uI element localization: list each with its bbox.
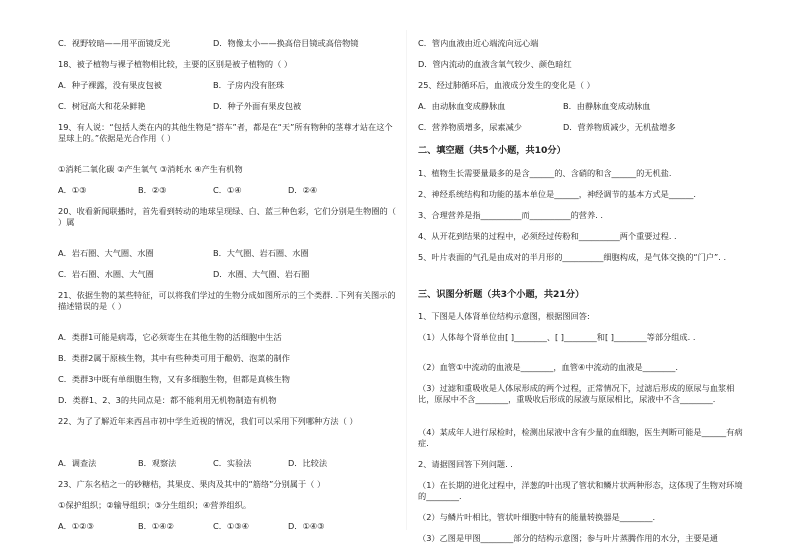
text-line: A．种子裸露，没有果皮包被 [58, 80, 162, 90]
text-line: B．类群2属于原核生物，其中有些种类可用于酿奶、泡菜的制作 [58, 353, 290, 363]
text-line: （2）与鳞片叶相比，管状叶细胞中特有的能量转换器是________. [418, 512, 656, 522]
text-line: 20、收看新闻联播时，首先看到转动的地球呈现绿、白、蓝三种色彩，它们分别是生物圈的（ ）属 [58, 206, 396, 227]
text-line: A．①②③ [58, 521, 94, 531]
text-line: B．子房内没有胚珠 [213, 80, 285, 90]
text-line: 4、从开花到结果的过程中，必须经过传粉和__________两个重要过程. . [418, 231, 677, 241]
text-line: C．类群3中既有单细胞生物，又有多细胞生物，但都是真核生物 [58, 374, 290, 384]
text-line: 3、合理营养是指__________而__________的营养. . [418, 210, 603, 220]
text-line: 19、有人说：“包括人类在内的其他生物是“搭车”者，都是在“天”所有物种的茎尊才站在这个星球上的。”依据是光合作用（ ） [58, 122, 393, 143]
text-line: D．类群1、2、3的共同点是：都不能利用无机物制造有机物 [58, 395, 277, 405]
text-line: ①保护组织；②输导组织；③分生组织；④营养组织。 [58, 500, 252, 510]
text-line: D．比较法 [288, 458, 328, 468]
text-line: C．管内血液由近心端流向远心端 [418, 38, 539, 48]
text-line: C．营养物质增多，尿素减少 [418, 122, 522, 132]
text-line: 1、下图是人体肾单位结构示意图，根据图回答: [418, 311, 590, 321]
text-line: C．①③④ [213, 521, 249, 531]
text-line: D．管内流动的血液含氧气较少、颜色暗红 [418, 59, 572, 69]
text-line: 5、叶片表面的气孔是由成对的半月形的__________细胞构成，是气体交换的“门户”. . [418, 252, 727, 262]
text-line: A．①③ [58, 185, 87, 195]
text-line: 2、请据图回答下列问题. . [418, 459, 513, 469]
text-line: 1、植物生长需要量最多的是含______的、含硝的和含______的无机盐. [418, 168, 672, 178]
text-line: ①消耗二氧化碳 ②产生氧气 ③消耗水 ④产生有机物 [58, 164, 243, 174]
text-line: A．由动脉血变成静脉血 [418, 101, 506, 111]
text-line: （1）人体每个肾单位由[ ]________、[ ]________和[ ]________等部分组成. . [418, 332, 696, 342]
text-line: （2）血管①中流动的血液是________，血管④中流动的血液是________. [418, 362, 678, 372]
text-line: A．岩石圈、大气圈、水圈 [58, 248, 154, 258]
text-line: B．由静脉血变成动脉血 [563, 101, 651, 111]
text-line: A．类群1可能是病毒，它必须寄生在其他生物的活细胞中生活 [58, 332, 282, 342]
text-line: 25、经过肺循环后，血液成分发生的变化是（ ） [418, 80, 595, 90]
text-line: 18、被子植物与裸子植物相比较，主要的区别是被子植物的（ ） [58, 59, 293, 69]
section-heading: 三、识图分析题（共3个小题，共21分） [418, 289, 585, 300]
text-line: 23、广东名桔之一的砂糖桔，其果皮、果肉及其中的“筋络”分别属于（ ） [58, 479, 326, 489]
text-line: （4）某成年人进行尿检时，检测出尿液中含有少量的血细胞，医生判断可能是______有病症. [418, 427, 743, 448]
text-line: D．水圈、大气圈、岩石圈 [213, 269, 310, 279]
text-line: C．树冠高大和花朵鲜艳 [58, 101, 146, 111]
text-line: （1）在长期的进化过程中，洋葱的叶出现了管状和鳞片状两种形态，这体现了生物对环境的________. [418, 480, 743, 501]
text-line: C．视野较暗——用平面镜反光 [58, 38, 171, 48]
text-line: B．①④② [138, 521, 174, 531]
text-line: D．物像太小——换高倍目镜或高倍物镜 [213, 38, 359, 48]
text-line: D．②④ [288, 185, 318, 195]
text-line: B．②③ [138, 185, 167, 195]
column-divider [406, 30, 407, 530]
text-line: C．①④ [213, 185, 242, 195]
text-line: （3）乙图是甲图________部分的结构示意图；参与叶片蒸腾作用的水分，主要是通 [418, 533, 718, 543]
text-line: A．调查法 [58, 458, 97, 468]
section-heading: 二、填空题（共5个小题，共10分） [418, 145, 566, 156]
text-line: 22、为了了解近年来西昌市初中学生近视的情况，我们可以采用下列哪种方法（ ） [58, 416, 358, 426]
text-line: 21、依据生物的某些特征，可以将我们学过的生物分成如图所示的三个类群. .下列有关图示的描述错误的是（ ） [58, 290, 396, 311]
text-line: B．观察法 [138, 458, 177, 468]
text-line: 2、神经系统结构和功能的基本单位是______，神经调节的基本方式是______. [418, 189, 697, 199]
text-line: D．种子外面有果皮包被 [213, 101, 302, 111]
text-line: （3）过滤和重吸收是人体尿形成的两个过程，正常情况下，过滤后形成的原尿与血浆相比，原尿中不含________，重吸收后形成的尿液与原尿相比，尿液中不含________. [418, 383, 735, 404]
text-line: C．实验法 [213, 458, 252, 468]
text-line: D．①④③ [288, 521, 325, 531]
text-line: C．岩石圈、水圈、大气圈 [58, 269, 154, 279]
text-line: D．营养物质减少，无机盐增多 [563, 122, 676, 132]
text-line: B．大气圈、岩石圈、水圈 [213, 248, 309, 258]
